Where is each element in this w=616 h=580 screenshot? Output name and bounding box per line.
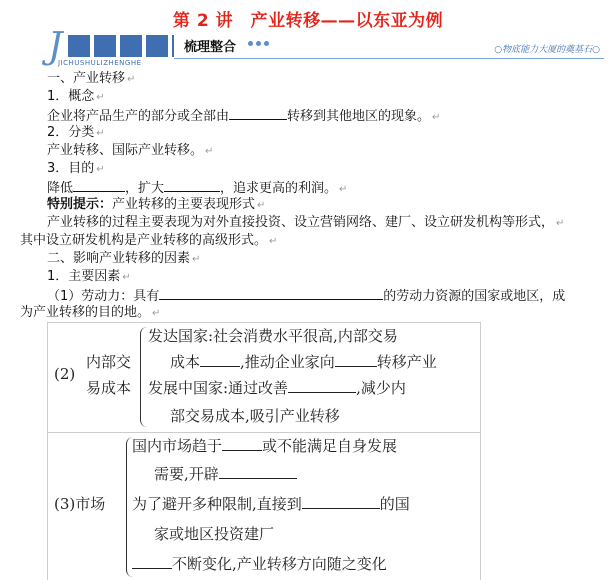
market-row-1: 国内市场趋于 或不能满足自身发展 bbox=[132, 437, 398, 455]
banner-bars-icon bbox=[68, 35, 174, 57]
blank bbox=[335, 351, 377, 367]
heading-2: 二、影响产业转移的因素 ↵ bbox=[47, 251, 201, 266]
tip-body-1: 产业转移的过程主要表现为对外直接投资、设立营销网络、建厂、设立研发机构等形式， ↵ bbox=[47, 215, 565, 230]
banner-letter: J bbox=[48, 26, 63, 67]
tip-body-2: 其中设立研发机构是产业转移的高级形式。 ↵ bbox=[20, 233, 278, 248]
blank bbox=[222, 435, 262, 451]
blank bbox=[159, 286, 383, 300]
row-4: 部交易成本,吸引产业转移 bbox=[170, 407, 340, 425]
banner-rule bbox=[174, 58, 604, 59]
label-line-1: 内部交 bbox=[86, 353, 132, 371]
labor-text-2: 为产业转移的目的地。 ↵ bbox=[20, 305, 161, 320]
market-row-5: 不断变化,产业转移方向随之变化 bbox=[132, 553, 387, 574]
purpose-text: 降低 ，扩大 ，追求更高的利润。 ↵ bbox=[47, 178, 347, 199]
market-row-3: 为了避开多种限制,直接到 的国 bbox=[132, 495, 410, 513]
row-2: 成本 ,推动企业家向 转移产业 bbox=[170, 353, 437, 371]
concept-text: 企业将产品生产的部分或全部由 转移到其他地区的现象。 ↵ bbox=[47, 106, 440, 127]
blank bbox=[219, 463, 297, 479]
transaction-cost-figure bbox=[47, 322, 481, 434]
blank bbox=[164, 178, 220, 192]
subheading-main-factors: 1．主要因素 ↵ bbox=[47, 269, 131, 284]
market-row-2: 需要,开辟 bbox=[154, 463, 297, 484]
market-figure bbox=[47, 432, 481, 580]
blank bbox=[73, 178, 125, 192]
types-text: 产业转移、国际产业转移。 ↵ bbox=[47, 143, 214, 158]
banner-label: 梳理整合 bbox=[184, 40, 237, 55]
blank bbox=[288, 377, 356, 393]
blank bbox=[200, 351, 240, 367]
market-label: (3)市场 bbox=[54, 495, 106, 513]
banner-dots-icon bbox=[248, 36, 272, 49]
label-line-2: 易成本 bbox=[86, 379, 132, 397]
heading-1: 一、产业转移 ↵ bbox=[47, 71, 136, 86]
blank bbox=[302, 493, 380, 509]
brace-icon bbox=[140, 327, 147, 427]
row-1: 发达国家:社会消费水平很高,内部交易 bbox=[148, 327, 398, 345]
labor-text: （1）劳动力：具有 的劳动力资源的国家或地区，成 bbox=[47, 286, 565, 306]
row-3: 发展中国家:通过改善 ,减少内 bbox=[148, 379, 406, 397]
section-banner bbox=[48, 26, 604, 69]
banner-motto: ○物底能力大厦的奠基石○ bbox=[494, 45, 600, 55]
banner-pinyin: JICHUSHULIZHENGHE bbox=[58, 59, 142, 67]
blank bbox=[229, 106, 287, 120]
subheading-concept: 1．概念 ↵ bbox=[47, 89, 105, 104]
blank bbox=[132, 553, 172, 569]
label-number: (2) bbox=[54, 365, 76, 383]
subheading-purpose: 3．目的 ↵ bbox=[47, 161, 105, 176]
tip-heading: 特别提示：产业转移的主要表现形式 ↵ bbox=[47, 197, 266, 212]
subheading-types: 2．分类 ↵ bbox=[47, 125, 105, 140]
market-row-4: 家或地区投资建厂 bbox=[154, 525, 275, 543]
lesson-title: 第 2 讲 产业转移——以东亚为例 bbox=[172, 11, 444, 31]
